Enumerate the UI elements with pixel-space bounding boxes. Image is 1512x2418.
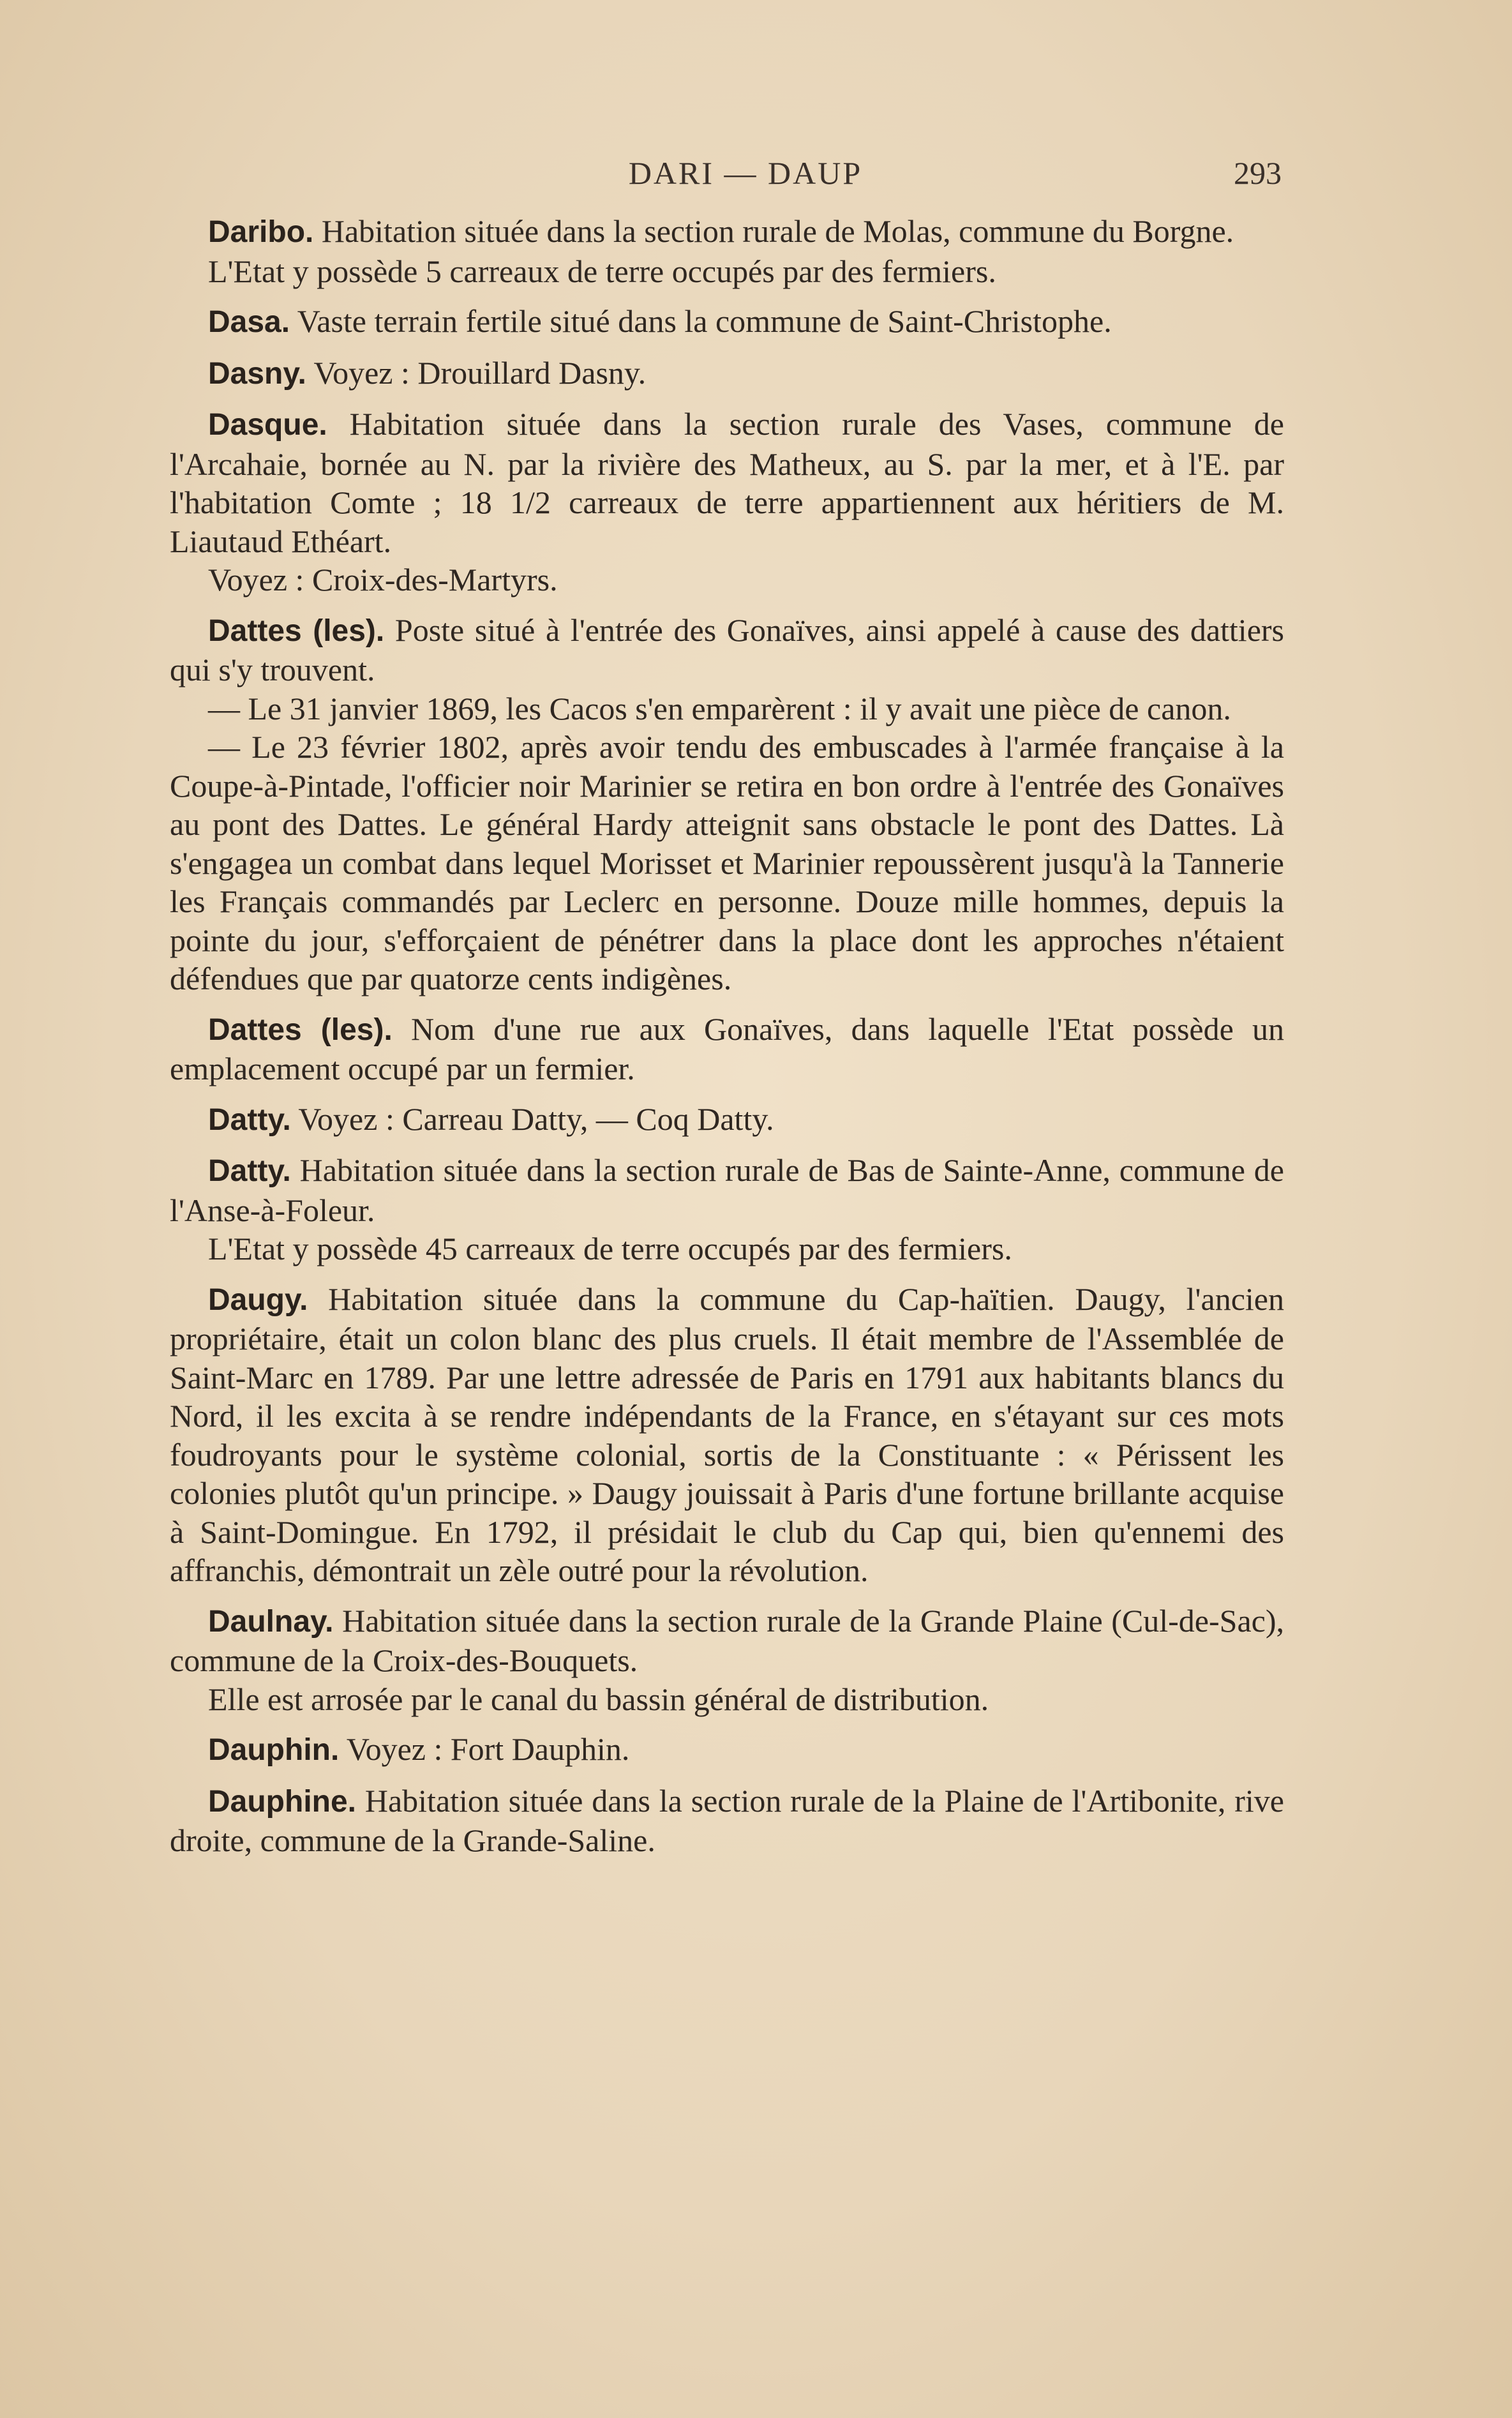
page-header — [209, 154, 1282, 193]
entry-paragraph — [170, 405, 1284, 560]
entry-text: Habitation située dans la section rurale de Molas, commune du Borgne. — [313, 213, 1234, 249]
entry-dauphin — [170, 1730, 1284, 1770]
entry-text: Habitation située dans la section rurale de la Plaine de l'Artibonite, rive droite, commune de la Grande-Saline. — [170, 1782, 1284, 1858]
entry-paragraph: L'Etat y possède 5 carreaux de terre occupés par des fermiers. — [208, 253, 996, 289]
headword: Dauphin. — [208, 1733, 340, 1767]
entry-paragraph — [170, 1730, 1284, 1770]
headword: Dasque. — [208, 408, 327, 442]
headword: Datty. — [208, 1102, 291, 1137]
headword: Daulnay. — [208, 1604, 334, 1639]
entry-paragraph — [170, 1280, 1284, 1590]
entry-paragraph: L'Etat y possède 45 carreaux de terre occupés par des fermiers. — [208, 1231, 1012, 1266]
headword: Dasa. — [208, 305, 290, 339]
running-head: DARI — DAUP — [628, 155, 863, 191]
headword: Datty. — [208, 1154, 291, 1188]
entry-paragraph — [170, 611, 1284, 689]
entry-dattes-poste — [170, 611, 1284, 998]
entry-paragraph: Elle est arrosée par le canal du bassin général de distribution. — [208, 1681, 989, 1717]
entry-paragraph — [170, 1782, 1284, 1860]
entry-paragraph: — Le 23 février 1802, après avoir tendu des embuscades à l'armée française à la Coupe-à-Pintade, l'officier noir Marinier se retira en bon ordre à l'entrée des Gonaïves au pont des Dattes. Le général Hardy atteignit sans obstacle le pont des Dattes. Là s'engagea un combat dans lequel Morisset et Marinier repoussèrent jusqu'à la Tannerie les Français commandés par Leclerc en personne. Douze mille hommes, depuis la pointe du jour, s'efforçaient de pénétrer dans la place dont les approches n'étaient défendues que par quatorze cents indigènes. — [170, 729, 1284, 996]
entry-text: Poste situé à l'entrée des Gonaïves, ainsi appelé à cause des dattiers qui s'y trouvent. — [170, 612, 1285, 687]
entry-text: Habitation située dans la commune du Cap-haïtien. Daugy, l'ancien propriétaire, était un colon blanc des plus cruels. Il était membre de l'Assemblée de Saint-Marc en 1789. Par une lettre adressée de Paris en 1791 aux habitants blancs du Nord, il les excita à se rendre indépendants de la France, en s'étayant sur ces mots foudroyants pour le système colonial, sortis de la Constituante : « Périssent les colonies plutôt qu'un principe. » Daugy jouissait à Paris d'une fortune brillante acquise à Saint-Domingue. En 1792, il présidait le club du Cap qui, bien qu'ennemi des affranchis, démontrait un zèle outré pour la révolution. — [170, 1280, 1284, 1588]
entry-paragraph: — Le 31 janvier 1869, les Cacos s'en emparèrent : il y avait une pièce de canon. — [208, 690, 1231, 726]
headword: Daribo. — [208, 215, 314, 249]
entry-paragraph — [170, 1100, 1284, 1140]
headword: Dattes (les). — [208, 1012, 393, 1047]
entry-paragraph — [170, 212, 1284, 252]
dictionary-entries — [170, 212, 1284, 1872]
entry-datty-habitation — [170, 1151, 1284, 1268]
entry-text: Voyez : Drouillard Dasny. — [306, 354, 647, 391]
entry-text: Habitation située dans la section rurale de Bas de Sainte-Anne, commune de l'Anse-à-Foleur. — [170, 1152, 1284, 1228]
entry-text: Habitation située dans la section rurale des Vases, commune de l'Arcahaie, bornée au N. par la rivière des Matheux, au S. par la mer, et à l'E. par l'habitation Comte ; 18 1/2 carreaux de terre appartiennent aux héritiers de M. Liautaud Ethéart. — [170, 406, 1284, 559]
entry-paragraph — [170, 1151, 1284, 1229]
entry-dasa — [170, 302, 1284, 342]
entry-paragraph: Voyez : Croix-des-Martyrs. — [208, 562, 558, 597]
entry-text: Voyez : Carreau Datty, — Coq Datty. — [290, 1100, 774, 1137]
entry-dauphine — [170, 1782, 1284, 1860]
entry-text: Nom d'une rue aux Gonaïves, dans laquelle l'Etat possède un emplacement occupé par un fermier. — [170, 1010, 1284, 1086]
entry-paragraph — [170, 354, 1284, 394]
entry-paragraph — [170, 1010, 1284, 1088]
entry-paragraph — [170, 302, 1284, 342]
entry-daulnay — [170, 1602, 1284, 1719]
entry-dasque — [170, 405, 1284, 599]
entry-daugy — [170, 1280, 1284, 1590]
entry-daribo — [170, 212, 1284, 290]
headword: Dauphine. — [208, 1784, 357, 1819]
entry-paragraph — [170, 1602, 1284, 1680]
headword: Daugy. — [208, 1282, 308, 1317]
entry-text: Voyez : Fort Dauphin. — [339, 1731, 630, 1767]
headword: Dasny. — [208, 356, 306, 391]
entry-dattes-rue — [170, 1010, 1284, 1088]
entry-text: Vaste terrain fertile situé dans la commune de Saint-Christophe. — [290, 303, 1112, 339]
page-number: 293 — [1234, 155, 1282, 191]
entry-text: Habitation située dans la section rurale de la Grande Plaine (Cul-de-Sac), commune de la Croix-des-Bouquets. — [170, 1602, 1284, 1678]
headword: Dattes (les). — [208, 613, 385, 648]
entry-datty-voyez — [170, 1100, 1284, 1140]
entry-dasny — [170, 354, 1284, 394]
